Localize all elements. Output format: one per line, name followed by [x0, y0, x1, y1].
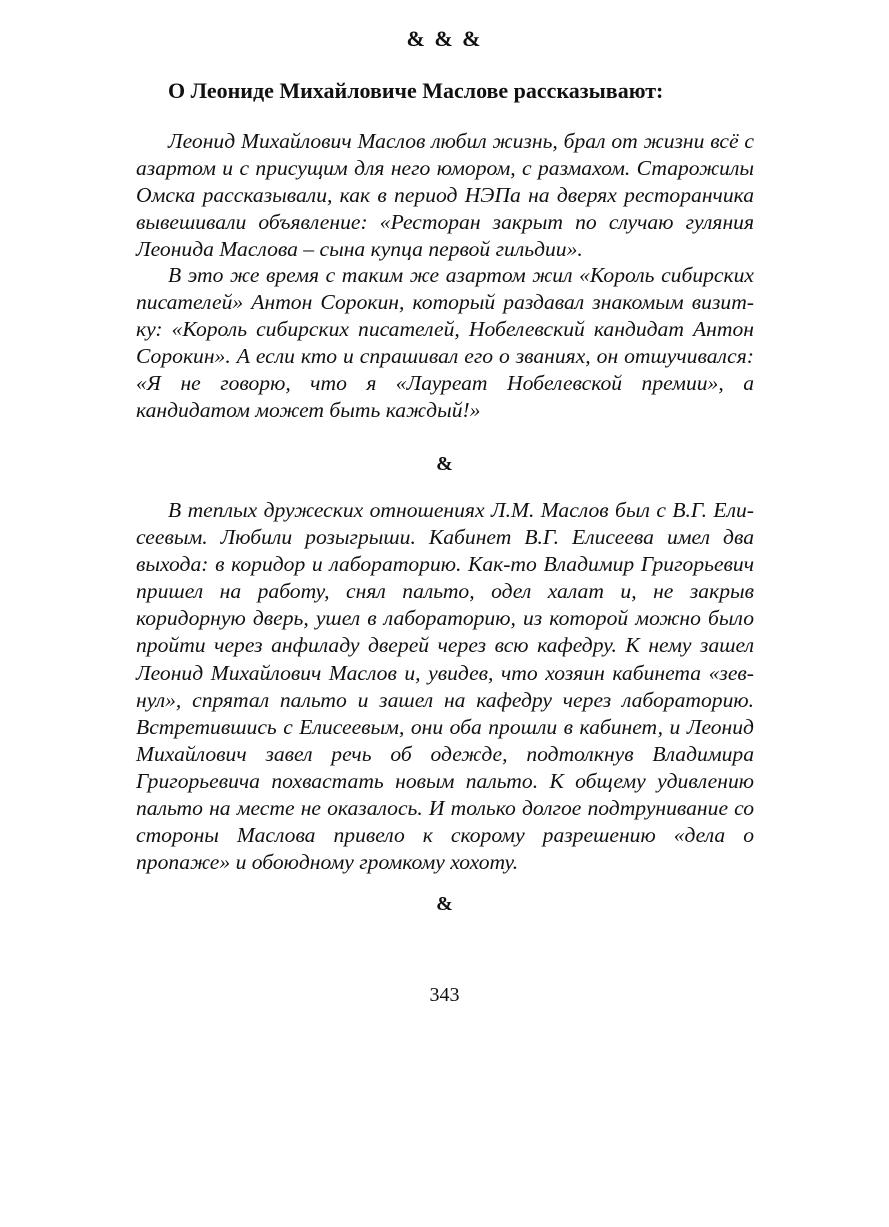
- paragraph-3: В теплых дружеских отношениях Л.М. Маслов был с В.Г. Елисеевым. Любили розыгрыши. Кабинет В.Г. Елисеева имел два выхода: в коридор и лабораторию. Как-то Владимир Григорьевич пришел на работу, снял пальто, одел халат и, не закрыв коридорную дверь, ушел в лабораторию, из которой можно было пройти через анфиладу дверей через всю кафедру. К нему зашел Леонид Михайлович Маслов и, увидев, что хозяин кабинета «зевнул», спрятал пальто и зашел на кафедру через лабораторию. Встретившись с Елисеевым, они оба прошли в кабинет, и Леонид Михайлович завел речь об одежде, подтолкнув Владимира Григорьевича похвастать новым пальто. К общему удивлению пальто на месте не оказалось. И только долгое подтрунивание со стороны Маслова привело к скорому разрешению «дела о пропаже» и обоюдному громкому хохоту.: [136, 498, 754, 875]
- page-number: 343: [429, 984, 460, 1006]
- section-separator-1: &: [436, 453, 453, 475]
- section-separator-2: &: [436, 893, 453, 915]
- section-title: О Леониде Михайловиче Маслове рассказывают:: [168, 78, 664, 103]
- paragraph-1: Леонид Михайлович Маслов любил жизнь, брал от жизни всё с азартом и с присущим для него юмором, с размахом. Старожилы Омска рассказывали, как в период НЭПа на дверях ресторанчика вывешивали объявление: «Ресторан закрыт по случаю гуляния Леонида Маслова – сына купца первой гильдии».: [136, 129, 754, 262]
- paragraph-2: В это же время с таким же азартом жил «Король сибирских писателей» Антон Сорокин, который раздавал знакомым визитку: «Король сибирских писателей, Нобелевский кандидат Антон Сорокин». А если кто и спрашивал его о званиях, он отшучивался: «Я не говорю, что я «Лауреат Нобелевской премии», а кандидатом может быть каждый!»: [136, 263, 754, 423]
- section-ornament-top: & & &: [406, 26, 483, 51]
